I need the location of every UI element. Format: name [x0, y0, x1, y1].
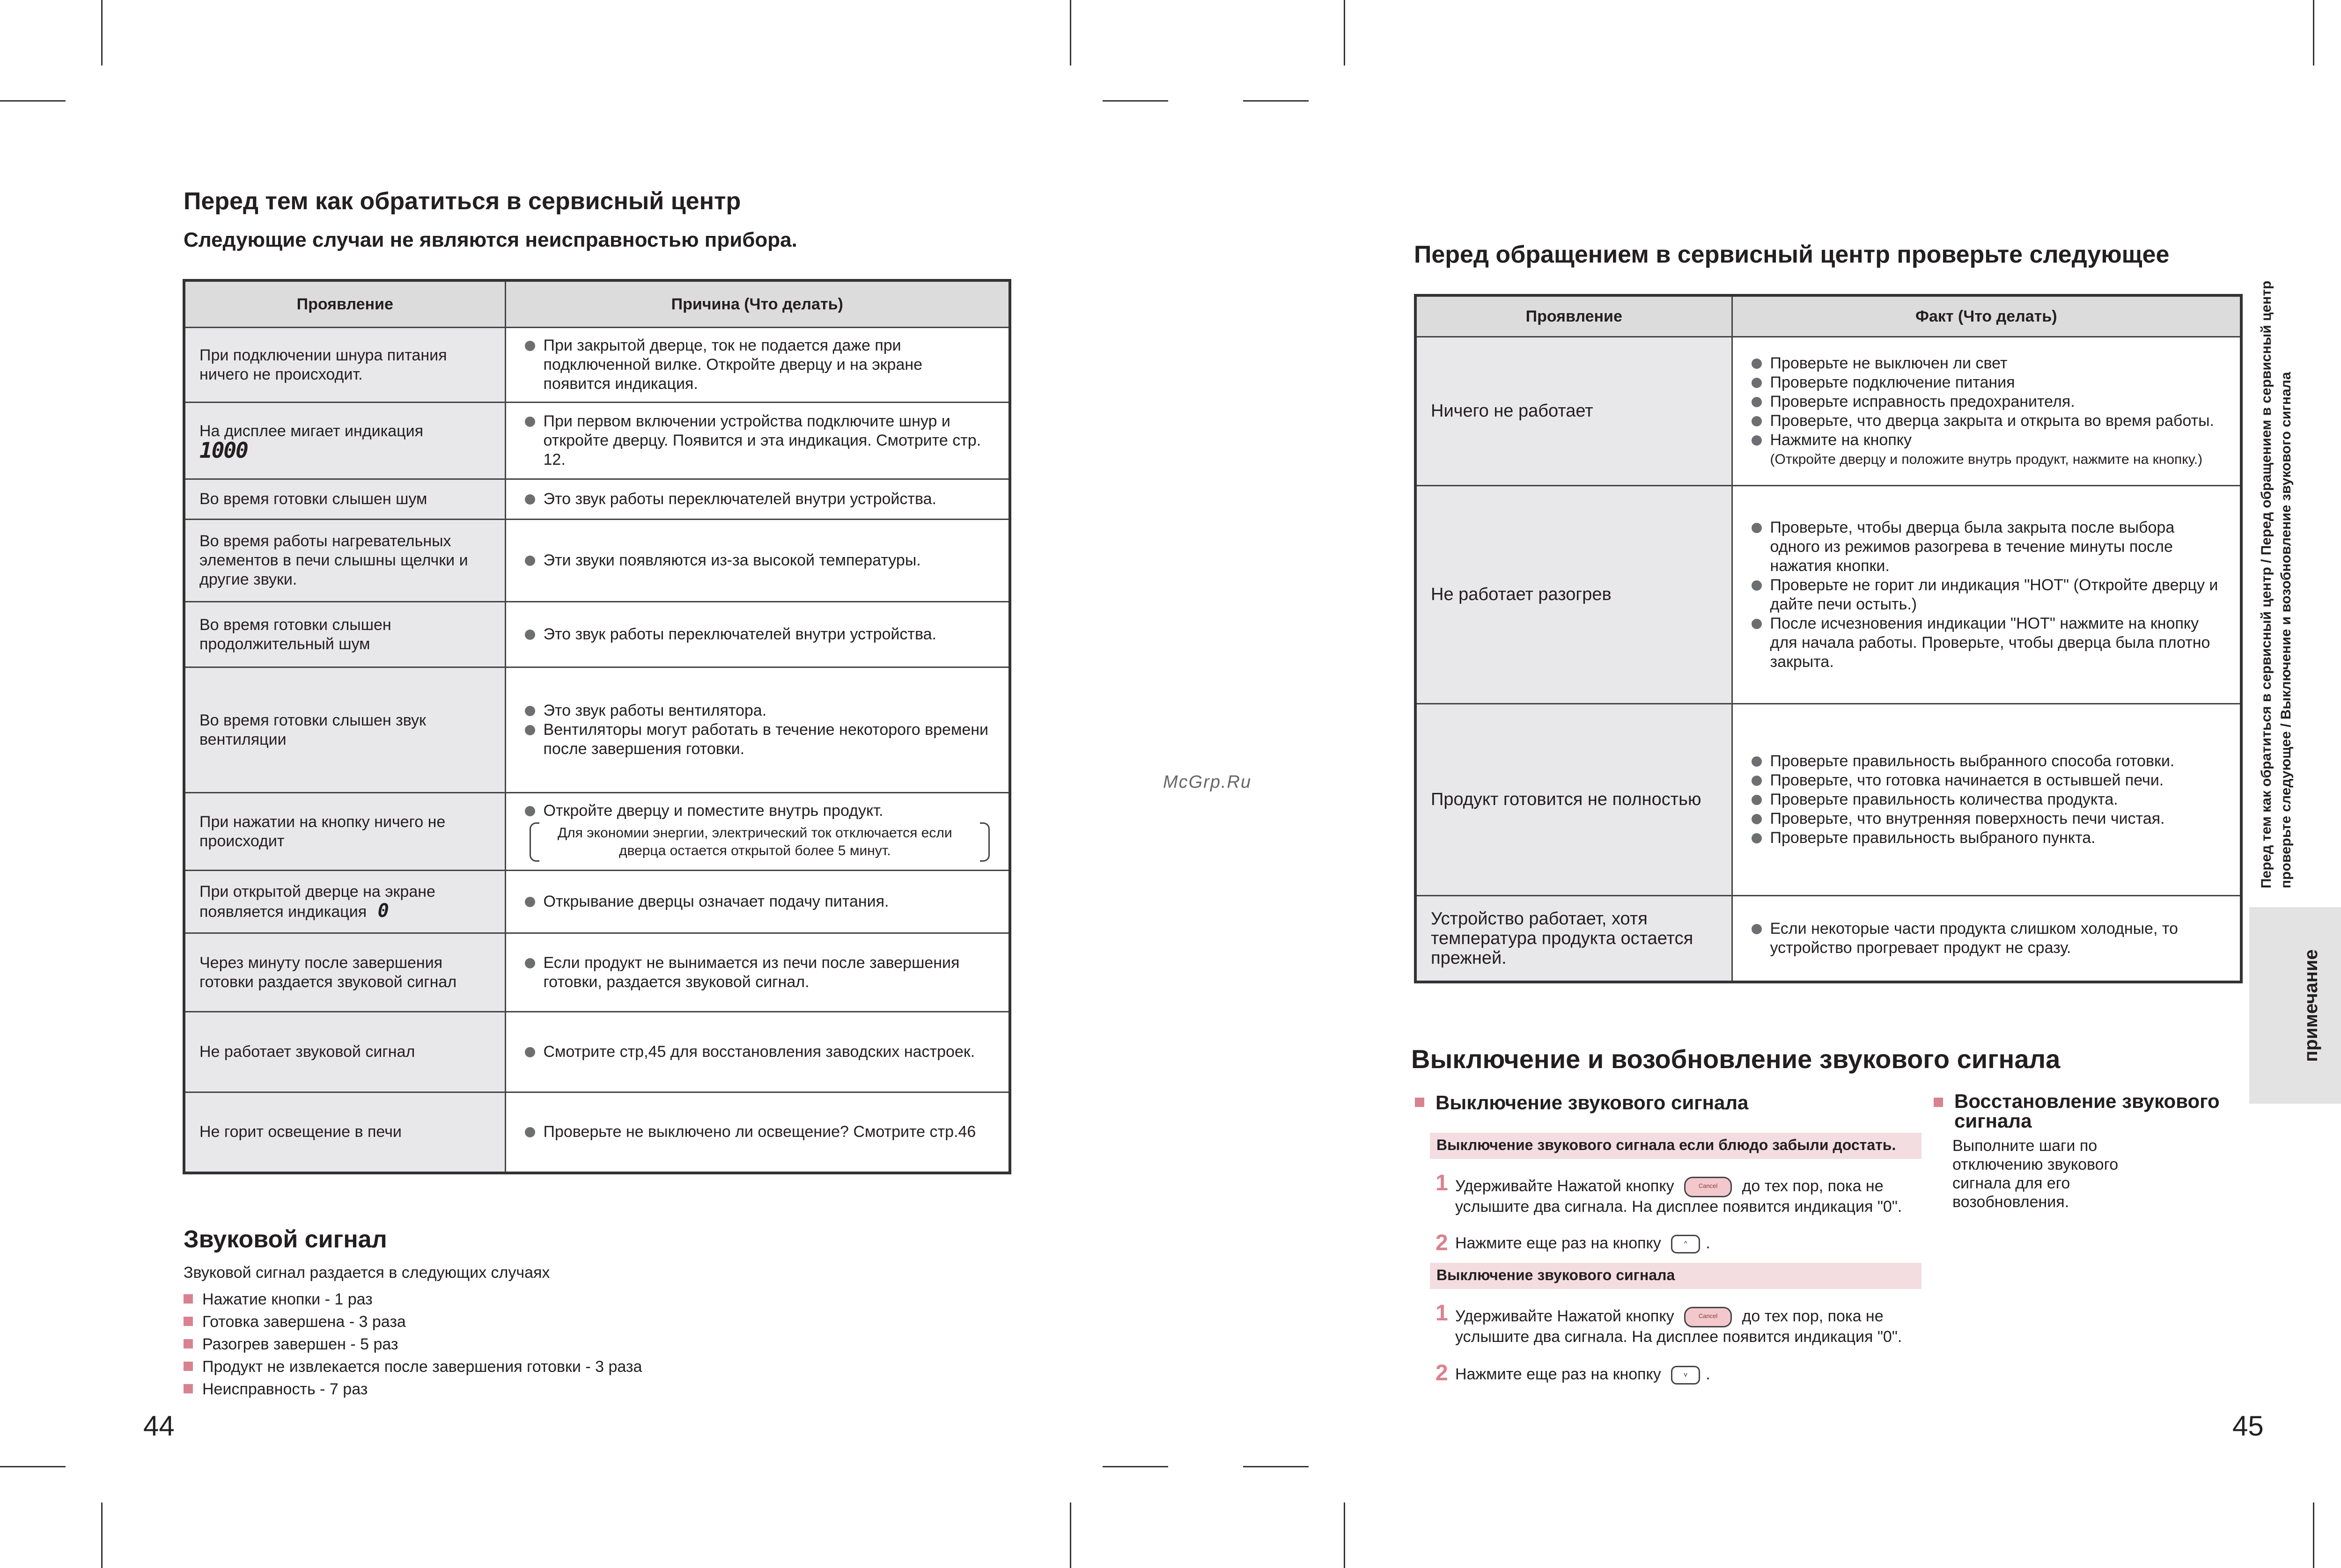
table-row	[1415, 896, 2241, 982]
table-row	[184, 520, 1010, 602]
table-row	[184, 1012, 1010, 1092]
instruction-bar: Выключение звукового сигнала	[1430, 1263, 1921, 1289]
table-row	[184, 1092, 1010, 1173]
symptom-cell: Не горит освещение в печи	[184, 1092, 505, 1173]
cause-cell	[505, 479, 1010, 520]
side-tab-label: примечание	[2300, 949, 2321, 1062]
fact-item: Проверьте исправность предохранителя.	[1752, 392, 2222, 411]
symptom-cell: При нажатии на кнопку ничего не происходит	[184, 793, 505, 871]
sound-title: Звуковой сигнал	[184, 1226, 387, 1253]
cause-item: Откройте дверцу и поместите внутрь продукт.	[525, 801, 990, 821]
symptom-cell: Во время готовки слышен продолжительный шум	[184, 602, 505, 667]
table-row	[184, 403, 1010, 479]
cause-cell	[505, 933, 1010, 1012]
list-item: Неисправность - 7 раз	[184, 1378, 642, 1400]
step-text-line: услышите два сигнала. На дисплее появится индикация "0".	[1455, 1198, 1902, 1216]
cause-cell	[505, 793, 1010, 871]
fact-item: Проверьте не горит ли индикация "HOT" (Откройте дверцу и дайте печи остыть.)	[1752, 576, 2222, 614]
page-number: 44	[143, 1410, 175, 1442]
cancel-key-icon: Cancel	[1684, 1177, 1732, 1197]
cause-item: Это звук работы вентилятора.	[525, 701, 990, 720]
down-key-icon: v	[1671, 1366, 1700, 1385]
fact-cell	[1732, 896, 2241, 982]
table-row	[184, 328, 1010, 403]
cause-item: При первом включении устройства подключите шнур и откройте дверцу. Появится и эта индикация. Смотрите стр. 12.	[525, 412, 990, 469]
crop-mark	[1103, 100, 1168, 102]
symptom-cell: Устройство работает, хотя температура продукта остается прежней.	[1415, 896, 1732, 982]
step-number: 2	[1436, 1231, 1448, 1255]
fact-item: Проверьте подключение питания	[1752, 373, 2222, 392]
crop-mark	[1243, 100, 1309, 102]
troubleshooting-table	[183, 279, 1011, 1174]
symptom-cell: Во время готовки слышен звук вентиляции	[184, 667, 505, 793]
cause-item: Проверьте не выключено ли освещение? Смотрите стр.46	[525, 1122, 990, 1142]
watermark: McGrp.Ru	[1163, 772, 1252, 792]
crop-mark	[1243, 1466, 1309, 1467]
up-key-icon: ^	[1671, 1235, 1700, 1253]
step-text-part: Нажмите еще раз на кнопку	[1455, 1234, 1661, 1252]
cause-item: Смотрите стр,45 для восстановления заводских настроек.	[525, 1042, 990, 1062]
crop-mark	[101, 0, 103, 66]
fact-item: После исчезновения индикации "HOT" нажмите на кнопку для начала работы. Проверьте, чтобы дверца была плотно закрыта.	[1752, 614, 2222, 672]
display-digits: 0	[377, 900, 388, 922]
fact-item: Если некоторые части продукта слишком холодные, то устройство прогревает продукт не сразу.	[1752, 919, 2222, 958]
cause-cell	[505, 1012, 1010, 1092]
step-text	[1455, 1177, 1951, 1216]
list-item: Разогрев завершен - 5 раз	[184, 1333, 642, 1356]
list-item: Готовка завершена - 3 раза	[184, 1311, 642, 1333]
sound-intro: Звуковой сигнал раздается в следующих случаях	[184, 1264, 550, 1282]
side-tab-label-wrap	[2249, 907, 2341, 1104]
step-text	[1455, 1307, 1951, 1346]
cause-cell	[505, 403, 1010, 479]
step-text-part: Удерживайте Нажатой кнопку	[1455, 1307, 1674, 1325]
symptom-cell: Не работает звуковой сигнал	[184, 1012, 505, 1092]
crop-mark	[1344, 0, 1345, 66]
fact-item: Проверьте, что внутренняя поверхность печи чистая.	[1752, 809, 2222, 828]
column-header: Проявление	[184, 280, 505, 328]
cause-cell	[505, 328, 1010, 403]
cause-item: Это звук работы переключателей внутри устройства.	[525, 625, 990, 644]
beep-section-title: Выключение и возобновление звукового сигнала	[1411, 1044, 2061, 1074]
column-header: Проявление	[1415, 295, 1732, 337]
step-text-part: до тех пор, пока не	[1742, 1177, 1884, 1195]
symptom-cell: Во время работы нагревательных элементов в печи слышны щелчки и другие звуки.	[184, 520, 505, 602]
symptom-cell: Через минуту после завершения готовки раздается звуковой сигнал	[184, 933, 505, 1012]
step-text-part: Удерживайте Нажатой кнопку	[1455, 1177, 1674, 1195]
restore-text: Выполните шаги по отключению звукового сигнала для его возобновления.	[1952, 1137, 2119, 1211]
crop-mark	[1070, 0, 1071, 66]
list-item: Нажатие кнопки - 1 раз	[184, 1288, 642, 1311]
table-row	[184, 871, 1010, 933]
cancel-key-icon: Cancel	[1684, 1307, 1732, 1327]
crop-mark	[0, 1466, 66, 1467]
list-item: Продукт не извлекается после завершения готовки - 3 раза	[184, 1356, 642, 1378]
table-header-row	[184, 280, 1010, 328]
fact-cell	[1732, 486, 2241, 704]
fact-item: Проверьте, что готовка начинается в остывшей печи.	[1752, 771, 2222, 790]
beep-restore-heading: Восстановление звукового сигнала	[1934, 1092, 2245, 1131]
symptom-text: На дисплее мигает индикация	[199, 422, 423, 440]
page-title: Перед обращением в сервисный центр проверьте следующее	[1414, 241, 2170, 268]
crop-mark	[2313, 1502, 2314, 1568]
crop-mark	[1103, 1466, 1168, 1467]
fact-note: (Откройте дверцу и положите внутрь продукт, нажмите на кнопку.)	[1770, 451, 2203, 467]
vertical-caption	[2257, 247, 2308, 888]
beep-off-heading: Выключение звукового сигнала	[1415, 1092, 1748, 1114]
step-text: Нажмите еще раз на кнопку ^ .	[1455, 1234, 1710, 1253]
symptom-cell: При подключении шнура питания ничего не происходит.	[184, 328, 505, 403]
symptom-cell: Ничего не работает	[1415, 337, 1732, 486]
cause-cell	[505, 871, 1010, 933]
step-text-part: до тех пор, пока не	[1742, 1307, 1884, 1325]
display-digits: 1000	[199, 437, 248, 463]
crop-mark	[2313, 0, 2314, 66]
step-text: Нажмите еще раз на кнопку v .	[1455, 1365, 1710, 1385]
page-subtitle: Следующие случаи не являются неисправностью прибора.	[184, 228, 797, 251]
symptom-cell	[184, 403, 505, 479]
crop-mark	[1070, 1502, 1071, 1568]
cause-cell	[505, 602, 1010, 667]
column-header: Факт (Что делать)	[1732, 295, 2241, 337]
fact-item: Нажмите на кнопку	[1752, 431, 2222, 450]
column-header: Причина (Что делать)	[505, 280, 1010, 328]
table-row	[1415, 704, 2241, 896]
cause-item: Эти звуки появляются из-за высокой температуры.	[525, 551, 990, 570]
page-title: Перед тем как обратиться в сервисный центр	[184, 188, 741, 215]
cause-cell	[505, 520, 1010, 602]
cause-cell	[505, 1092, 1010, 1173]
crop-mark	[0, 100, 66, 102]
symptom-text: При открытой дверце на экране появляется индикация	[199, 882, 435, 921]
step-number: 1	[1436, 1171, 1448, 1195]
step-number: 1	[1436, 1301, 1448, 1326]
cause-item: Если продукт не вынимается из печи после завершения готовки, раздается звуковой сигнал.	[525, 953, 990, 992]
instruction-bar: Выключение звукового сигнала если блюдо забыли достать.	[1430, 1133, 1921, 1159]
cause-item: При закрытой дверце, ток не подается даже при подключенной вилке. Откройте дверцу и на экране появится индикация.	[525, 336, 990, 394]
fact-item: Проверьте, чтобы дверца была закрыта после выбора одного из режимов разогрева в течение минуты после нажатия кнопки.	[1752, 518, 2222, 576]
table-row	[184, 793, 1010, 871]
sound-list	[184, 1288, 642, 1400]
crop-mark	[1344, 1502, 1345, 1568]
vertical-caption-text: Перед тем как обратиться в сервисный центр / Перед обращением в сервисный центр проверьте следующее / Выключение и возобновление звукового сигнала	[2259, 280, 2294, 888]
table-header-row	[1415, 295, 2241, 337]
table-row	[184, 479, 1010, 520]
fact-item: Проверьте не выключен ли свет	[1752, 354, 2222, 373]
symptom-cell	[184, 871, 505, 933]
step-text-line: услышите два сигнала. На дисплее появится индикация "0".	[1455, 1328, 1902, 1346]
page-number: 45	[2232, 1410, 2264, 1442]
symptom-cell: Во время готовки слышен шум	[184, 479, 505, 520]
symptom-cell: Не работает разогрев	[1415, 486, 1732, 704]
symptom-cell: Продукт готовится не полностью	[1415, 704, 1732, 896]
step-number: 2	[1436, 1361, 1448, 1385]
fact-item: Проверьте, что дверца закрыта и открыта во время работы.	[1752, 411, 2222, 431]
cause-cell	[505, 667, 1010, 793]
table-row	[184, 602, 1010, 667]
fact-cell	[1732, 337, 2241, 486]
table-row	[184, 667, 1010, 793]
step-text-part: Нажмите еще раз на кнопку	[1455, 1365, 1661, 1383]
table-row	[1415, 337, 2241, 486]
cause-item: Это звук работы переключателей внутри устройства.	[525, 490, 990, 509]
fact-cell	[1732, 704, 2241, 896]
cause-item: Открывание дверцы означает подачу питания.	[525, 892, 990, 911]
table-row	[184, 933, 1010, 1012]
energy-note: Для экономии энергии, электрический ток отключается если дверца остается открытой более 5 минут.	[530, 822, 990, 862]
crop-mark	[101, 1502, 103, 1568]
cause-item: Вентиляторы могут работать в течение некоторого времени после завершения готовки.	[525, 720, 990, 759]
table-row	[1415, 486, 2241, 704]
fact-item: Проверьте правильность выбраного пункта.	[1752, 828, 2222, 848]
check-table	[1414, 294, 2243, 983]
fact-item: Проверьте правильность количества продукта.	[1752, 790, 2222, 809]
fact-item: Проверьте правильность выбранного способа готовки.	[1752, 752, 2222, 771]
